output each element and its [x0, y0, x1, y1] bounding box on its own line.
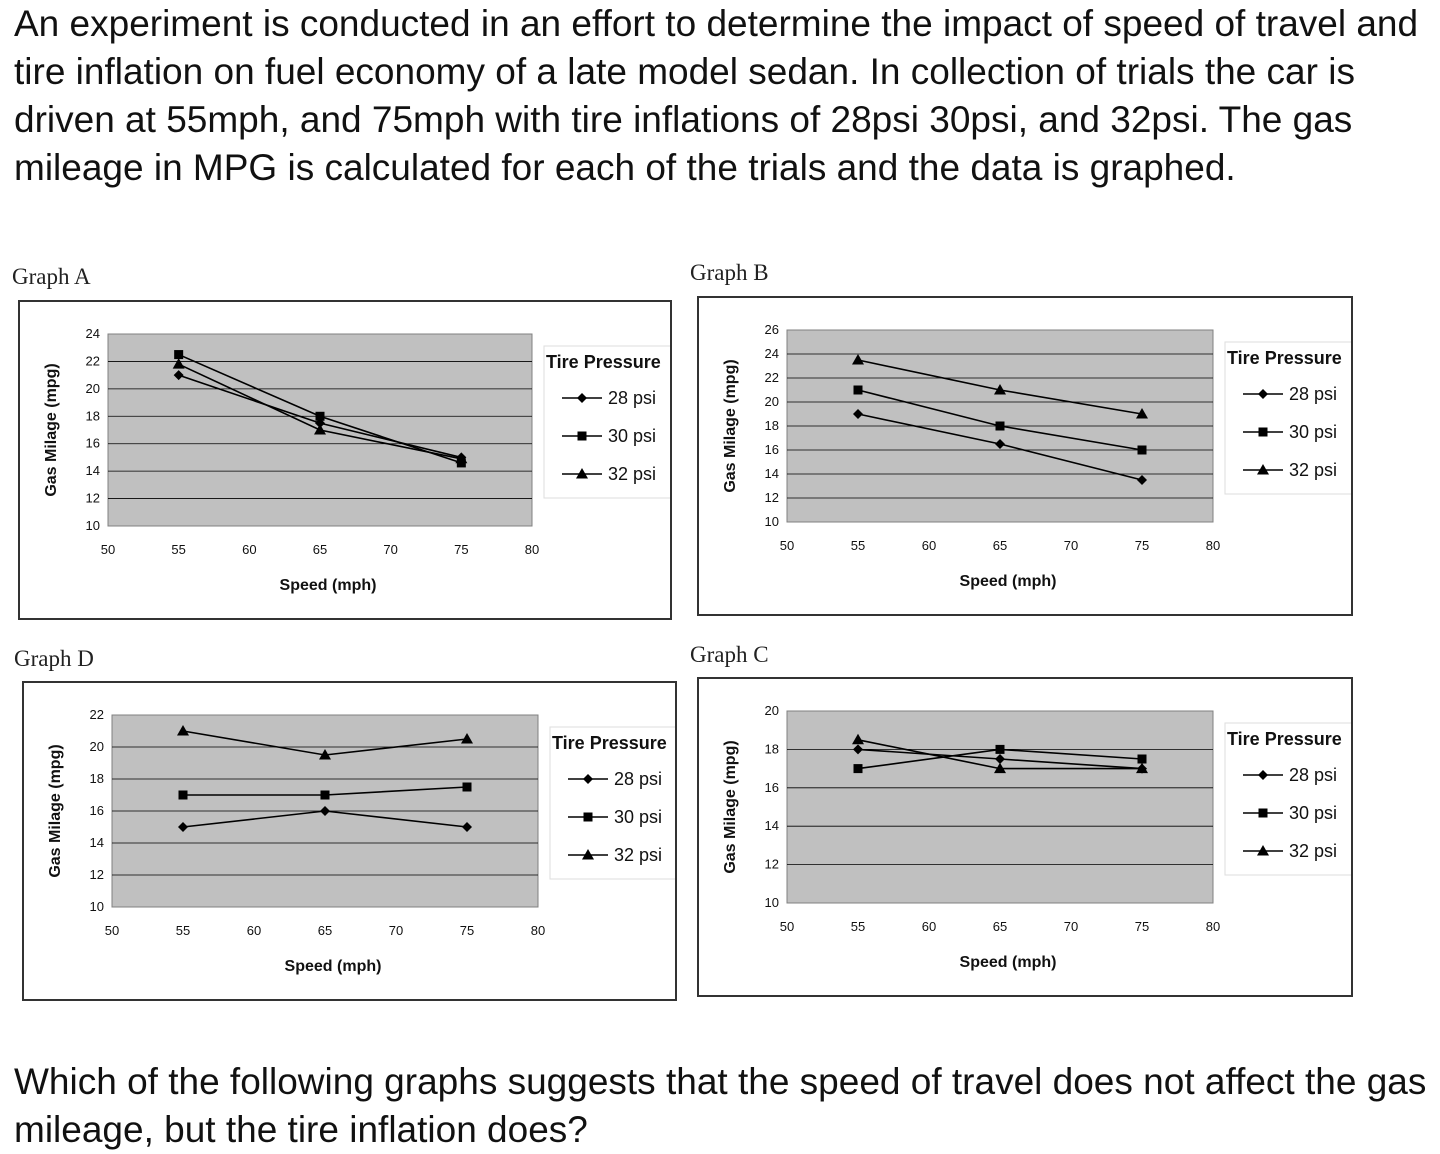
chart-a-data-point	[174, 350, 183, 359]
graph-d-chart	[24, 683, 675, 999]
chart-b-y-tick: 12	[764, 490, 779, 505]
chart-d-y-tick: 12	[89, 867, 104, 882]
chart-b-y-tick: 20	[764, 394, 779, 409]
chart-c-x-tick: 75	[1134, 919, 1150, 934]
chart-c-plot-area	[787, 711, 1213, 903]
chart-c-data-point	[1138, 755, 1147, 764]
chart-b-x-tick: 75	[1134, 538, 1150, 553]
graph-b-chart	[699, 298, 1351, 614]
chart-a-legend-title: Tire Pressure	[546, 352, 661, 372]
chart-b-x-tick: 70	[1063, 538, 1079, 553]
chart-a-y-tick: 22	[85, 353, 100, 369]
chart-d-y-tick: 14	[89, 835, 104, 850]
chart-c-x-tick: 65	[992, 919, 1008, 934]
chart-a-y-tick: 20	[85, 380, 100, 396]
chart-b-x-tick: 55	[850, 538, 866, 553]
chart-c-legend-item: 30 psi	[1289, 803, 1338, 823]
graph-b-label: Graph B	[690, 260, 769, 285]
chart-c-x-tick: 70	[1063, 919, 1079, 934]
graph-d-label: Graph D	[14, 646, 94, 671]
chart-a-y-tick: 16	[85, 435, 100, 451]
chart-a-data-point	[316, 412, 325, 421]
chart-d-x-tick: 65	[317, 923, 333, 938]
chart-d-x-tick: 50	[104, 923, 120, 938]
chart-a-legend-item: 30 psi	[608, 426, 657, 446]
chart-b-y-axis-title: Gas Milage (mpg)	[722, 359, 739, 493]
chart-d-legend-item: 30 psi	[614, 807, 663, 827]
chart-c-x-tick: 60	[921, 919, 937, 934]
chart-b-y-tick: 18	[764, 418, 779, 433]
chart-c-x-tick: 55	[850, 919, 866, 934]
chart-b-y-tick: 16	[764, 442, 779, 457]
chart-b-x-tick: 80	[1205, 538, 1221, 553]
chart-d-x-tick: 80	[530, 923, 546, 938]
chart-d-x-tick: 60	[246, 923, 262, 938]
chart-c-y-tick: 20	[764, 703, 779, 718]
chart-b-legend-item: 32 psi	[1289, 460, 1338, 480]
chart-c-x-tick: 80	[1205, 919, 1221, 934]
chart-a-x-tick: 65	[312, 542, 328, 557]
chart-a-y-axis-title: Gas Milage (mpg)	[43, 363, 60, 497]
chart-a-y-tick: 12	[85, 490, 100, 506]
chart-c-x-axis-title: Speed (mph)	[959, 954, 1057, 971]
chart-c-legend-item: 28 psi	[1289, 765, 1338, 785]
chart-c-y-tick: 14	[764, 818, 779, 834]
chart-d-x-tick: 55	[175, 923, 191, 938]
chart-c-legend-marker	[1259, 809, 1268, 818]
chart-b-y-tick: 26	[764, 322, 779, 337]
chart-a-legend-marker	[578, 432, 587, 441]
chart-b-data-point	[854, 386, 863, 395]
chart-a-y-tick: 14	[85, 463, 100, 479]
graph-b-frame	[697, 296, 1353, 616]
chart-b-legend-item: 28 psi	[1289, 384, 1338, 404]
chart-a-y-tick: 24	[85, 326, 100, 341]
chart-d-legend-item: 32 psi	[614, 845, 663, 865]
graph-a-frame	[18, 300, 672, 620]
chart-b-legend-title: Tire Pressure	[1227, 348, 1342, 368]
chart-d-legend-title: Tire Pressure	[552, 733, 667, 753]
chart-c-y-tick: 16	[764, 779, 779, 795]
chart-a-x-tick: 80	[524, 542, 540, 557]
chart-c-legend-item: 32 psi	[1289, 841, 1338, 861]
chart-a-x-tick: 55	[171, 542, 186, 557]
chart-c-y-tick: 18	[764, 741, 779, 757]
chart-d-y-tick: 16	[89, 803, 104, 818]
chart-c-data-point	[854, 764, 863, 773]
chart-b-data-point	[1138, 446, 1147, 455]
graph-c-chart	[699, 679, 1351, 995]
chart-c-y-axis-title: Gas Milage (mpg)	[722, 740, 739, 874]
graph-c-frame	[697, 677, 1353, 997]
chart-a-x-tick: 75	[454, 542, 469, 557]
question-text: Which of the following graphs suggests that the speed of travel does not affect the gas mileage, but the tire inflation does?	[14, 1061, 1427, 1150]
chart-a-x-tick: 60	[242, 542, 257, 557]
chart-c-y-tick: 10	[764, 895, 779, 910]
chart-a-x-tick: 50	[100, 542, 116, 557]
problem-statement: An experiment is conducted in an effort to determine the impact of speed of travel and tire inflation on fuel economy of a late model sedan. In collection of trials the car is driven at 55mph, and 75mph with tire inflations of 28psi 30psi, and 32psi. The gas mileage in MPG is calculated for each of the trials and the data is graphed.	[14, 3, 1419, 188]
chart-d-legend-item: 28 psi	[614, 769, 663, 789]
chart-b-y-tick: 22	[764, 370, 779, 385]
chart-b-y-tick: 10	[764, 514, 779, 529]
chart-a-legend-item: 32 psi	[608, 464, 657, 484]
chart-d-y-tick: 10	[89, 899, 104, 914]
chart-b-x-axis-title: Speed (mph)	[959, 573, 1057, 590]
chart-a-y-tick: 10	[85, 518, 100, 533]
chart-b-y-tick: 24	[764, 346, 779, 361]
chart-b-legend-marker	[1259, 428, 1268, 437]
chart-c-x-tick: 50	[779, 919, 795, 934]
graph-a-chart	[20, 302, 670, 618]
chart-d-y-tick: 18	[89, 771, 104, 786]
chart-b-x-tick: 50	[779, 538, 795, 553]
chart-a-x-tick: 70	[383, 542, 398, 557]
chart-d-data-point	[321, 791, 330, 800]
graph-c-label: Graph C	[690, 642, 769, 667]
chart-d-x-tick: 75	[459, 923, 475, 938]
graph-a-label: Graph A	[12, 264, 91, 289]
chart-d-x-axis-title: Speed (mph)	[284, 958, 382, 975]
chart-d-data-point	[179, 791, 188, 800]
chart-d-data-point	[463, 783, 472, 792]
chart-a-legend-item: 28 psi	[608, 388, 657, 408]
chart-b-x-tick: 60	[921, 538, 937, 553]
chart-d-legend-marker	[584, 813, 593, 822]
chart-a-x-axis-title: Speed (mph)	[279, 577, 377, 594]
chart-d-x-tick: 70	[388, 923, 404, 938]
chart-d-y-tick: 20	[89, 739, 104, 754]
chart-b-x-tick: 65	[992, 538, 1008, 553]
chart-d-y-tick: 22	[89, 707, 104, 722]
chart-b-legend-item: 30 psi	[1289, 422, 1338, 442]
chart-b-data-point	[996, 422, 1005, 431]
chart-b-y-tick: 14	[764, 466, 779, 481]
chart-c-data-point	[996, 745, 1005, 754]
chart-c-y-tick: 12	[764, 856, 779, 872]
chart-a-y-tick: 18	[85, 408, 100, 424]
graph-d-frame	[22, 681, 677, 1001]
chart-d-y-axis-title: Gas Milage (mpg)	[47, 744, 64, 878]
chart-c-legend-title: Tire Pressure	[1227, 729, 1342, 749]
